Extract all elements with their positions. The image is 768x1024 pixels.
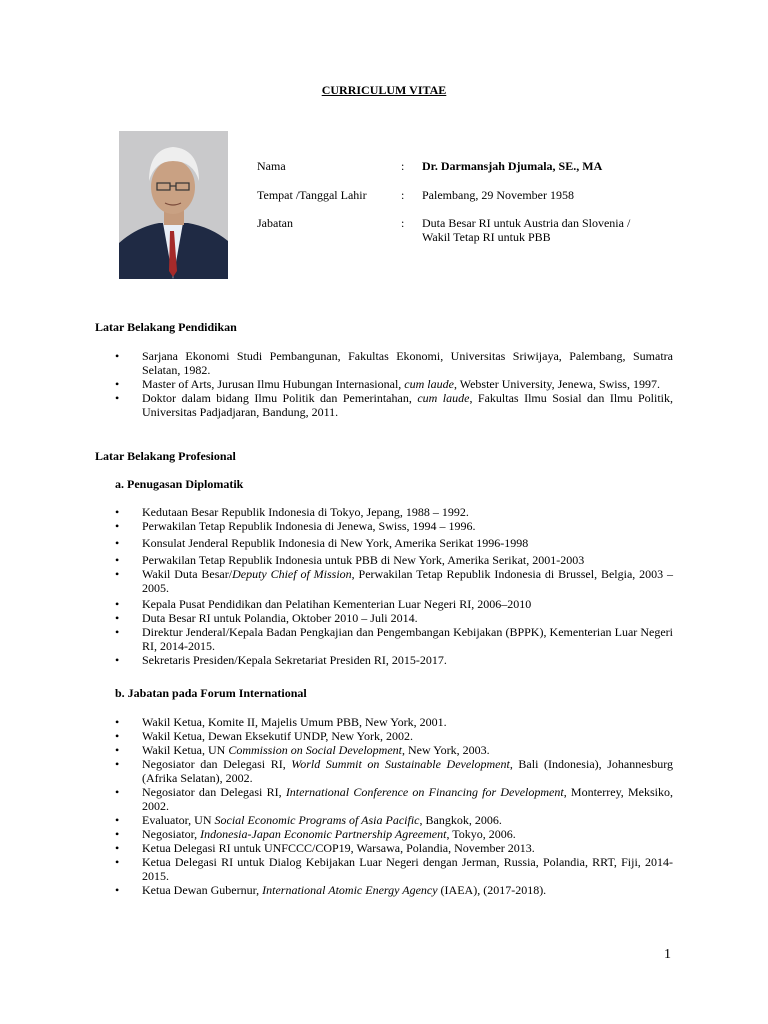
diplomatic-item: • Wakil Duta Besar/Deputy Chief of Mission, Perwakilan Tetap Republik Indonesia di Brussel, Belgia, 2003 – 2005. xyxy=(95,567,673,595)
international-item: • Wakil Ketua, Komite II, Majelis Umum PBB, New York, 2001. xyxy=(95,715,673,729)
international-item: • Negosiator, Indonesia-Japan Economic Partnership Agreement, Tokyo, 2006. xyxy=(95,827,673,841)
position-value xyxy=(422,216,682,244)
position-label: Jabatan xyxy=(257,216,293,230)
education-item: • Doktor dalam bidang Ilmu Politik dan Pemerintahan, cum laude, Fakultas Ilmu Sosial dan Ilmu Politik, Universitas Padjadjaran, Bandung, 2011. xyxy=(95,391,673,419)
diplomatic-item: • Direktur Jenderal/Kepala Badan Pengkajian dan Pengembangan Kebijakan (BPPK), Kementerian Luar Negeri RI, 2014-2015. xyxy=(95,625,673,653)
position-value-line2: Wakil Tetap RI untuk PBB xyxy=(422,230,551,244)
international-subheading: b. Jabatan pada Forum International xyxy=(115,686,307,700)
education-list xyxy=(95,349,673,419)
position-colon: : xyxy=(401,216,405,230)
diplomatic-item: • Kedutaan Besar Republik Indonesia di Tokyo, Jepang, 1988 – 1992. xyxy=(95,505,673,519)
international-item: • Evaluator, UN Social Economic Programs of Asia Pacific, Bangkok, 2006. xyxy=(95,813,673,827)
birth-colon: : xyxy=(401,188,405,202)
international-item: • Wakil Ketua, UN Commission on Social Development, New York, 2003. xyxy=(95,743,673,757)
diplomatic-item: • Perwakilan Tetap Republik Indonesia untuk PBB di New York, Amerika Serikat, 2001-2003 xyxy=(95,553,673,567)
professional-heading: Latar Belakang Profesional xyxy=(95,449,236,463)
international-item: • Wakil Ketua, Dewan Eksekutif UNDP, New York, 2002. xyxy=(95,729,673,743)
portrait-photo xyxy=(119,131,228,279)
international-item: • Ketua Dewan Gubernur, International Atomic Energy Agency (IAEA), (2017-2018). xyxy=(95,883,673,897)
international-item: • Negosiator dan Delegasi RI, International Conference on Financing for Development, Monterrey, Meksiko, 2002. xyxy=(95,785,673,813)
international-list xyxy=(95,715,673,897)
international-item: • Ketua Delegasi RI untuk UNFCCC/COP19, Warsawa, Polandia, November 2013. xyxy=(95,841,673,855)
education-heading: Latar Belakang Pendidikan xyxy=(95,320,237,334)
diplomatic-item: • Duta Besar RI untuk Polandia, Oktober 2010 – Juli 2014. xyxy=(95,611,673,625)
page-number: 1 xyxy=(664,947,671,962)
international-item: • Ketua Delegasi RI untuk Dialog Kebijakan Luar Negeri dengan Jerman, Russia, Polandia, RRT, Fiji, 2014-2015. xyxy=(95,855,673,883)
diplomatic-subheading: a. Penugasan Diplomatik xyxy=(115,477,244,491)
education-item: • Sarjana Ekonomi Studi Pembangunan, Fakultas Ekonomi, Universitas Sriwijaya, Palembang, Sumatra Selatan, 1982. xyxy=(95,349,673,377)
document-title: CURRICULUM VITAE xyxy=(321,83,447,97)
diplomatic-item: • Perwakilan Tetap Republik Indonesia di Jenewa, Swiss, 1994 – 1996. xyxy=(95,519,673,533)
birth-value: Palembang, 29 November 1958 xyxy=(422,188,574,202)
diplomatic-item: • Kepala Pusat Pendidikan dan Pelatihan Kementerian Luar Negeri RI, 2006–2010 xyxy=(95,597,673,611)
diplomatic-item: • Konsulat Jenderal Republik Indonesia di New York, Amerika Serikat 1996-1998 xyxy=(95,536,673,550)
diplomatic-list xyxy=(95,505,673,667)
birth-label: Tempat /Tanggal Lahir xyxy=(257,188,367,202)
name-label: Nama xyxy=(257,159,286,173)
name-value: Dr. Darmansjah Djumala, SE., MA xyxy=(422,159,603,173)
portrait-image xyxy=(119,131,228,279)
position-value-line1: Duta Besar RI untuk Austria dan Slovenia / xyxy=(422,216,631,230)
international-item: • Negosiator dan Delegasi RI, World Summit on Sustainable Development, Bali (Indonesia), Johannesburg (Afrika Selatan), 2002. xyxy=(95,757,673,785)
name-colon: : xyxy=(401,159,405,173)
education-item: • Master of Arts, Jurusan Ilmu Hubungan Internasional, cum laude, Webster University, Jenewa, Swiss, 1997. xyxy=(95,377,673,391)
diplomatic-item: • Sekretaris Presiden/Kepala Sekretariat Presiden RI, 2015-2017. xyxy=(95,653,673,667)
